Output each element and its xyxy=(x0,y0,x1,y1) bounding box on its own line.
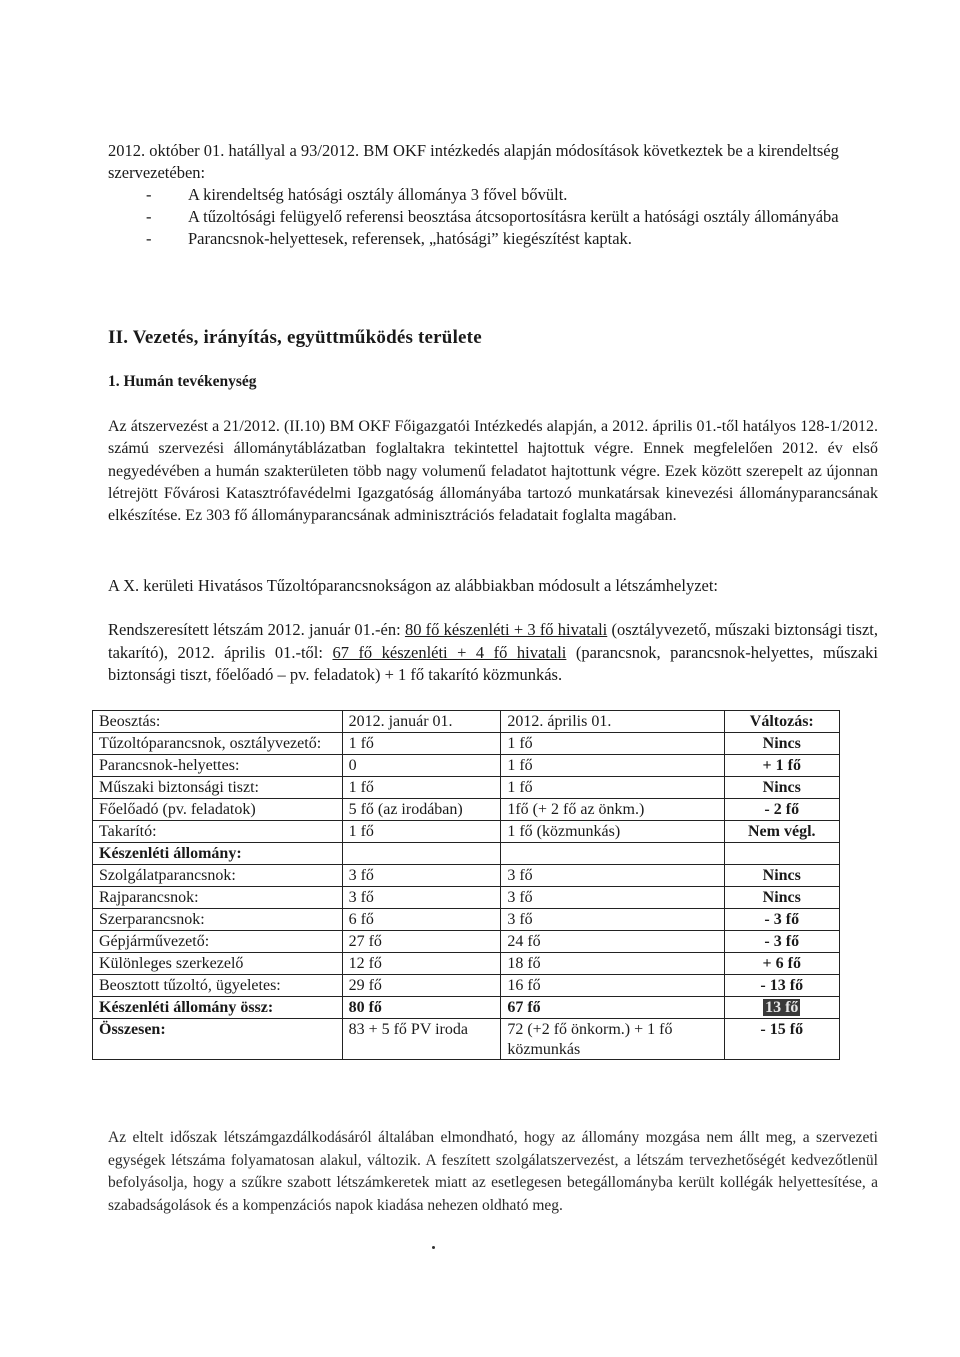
intro-section xyxy=(108,140,878,250)
header-cell: 2012. január 01. xyxy=(342,711,501,733)
table-row: Különleges szerkezelő 12 fő 18 fő + 6 fő xyxy=(93,953,840,975)
header-cell: 2012. április 01. xyxy=(501,711,724,733)
highlighted-value: 13 fő xyxy=(765,999,799,1016)
table-row: Gépjárművezető: 27 fő 24 fő - 3 fő xyxy=(93,931,840,953)
header-cell: Beosztás: xyxy=(93,711,343,733)
intro-line: 2012. október 01. hatállyal a 93/2012. BM OKF intézkedés alapján módosítások következtek be a kirendeltség szervezetében: xyxy=(108,141,839,182)
subsection-heading: 1. Humán tevékenység xyxy=(108,373,257,390)
paragraph-closing: Az eltelt időszak létszámgazdálkodásáról általában elmondható, hogy az állomány mozgása nem állt meg, a szervezeti egységek létszáma folyamatosan alakul, változik. A feszített szolgálatszervezést, a létszám tervezhetőségét kedvezőtlenül befolyásolja, hogy a szűkre szabott létszámkeretek miatt az esetlegesen betegállományba került kollégák helyettesítése, a szabadságolások és a kompenzációs napok kiadása nehezen oldható meg. xyxy=(108,1129,878,1214)
underlined-figure: 80 fő készenléti + 3 fő hivatali xyxy=(404,620,608,639)
list-item: - Parancsnok-helyettesek, referensek, „hatósági” kiegészítést kaptak. xyxy=(146,229,632,248)
staffing-table xyxy=(92,710,840,1060)
table-subtotal-row: Készenléti állomány össz: 80 fő 67 fő 13 fő xyxy=(93,997,840,1019)
table-row: Szerparancsnok: 6 fő 3 fő - 3 fő xyxy=(93,909,840,931)
dash-marker: - xyxy=(146,229,152,248)
table-row: Rajparancsnok: 3 fő 3 fő Nincs xyxy=(93,887,840,909)
list-item: - A tűzoltósági felügyelő referensi beosztása átcsoportosításra került a hatósági osztály állományába xyxy=(146,207,839,226)
dash-marker: - xyxy=(146,185,152,204)
scan-speck xyxy=(432,1246,435,1249)
table-section-row: Készenléti állomány: xyxy=(93,843,840,865)
section-heading: II. Vezetés, irányítás, együttműködés területe xyxy=(108,327,482,348)
header-cell: Változás: xyxy=(724,711,839,733)
table-row: Parancsnok-helyettes: 0 1 fő + 1 fő xyxy=(93,755,840,777)
paragraph-reorganization: Az átszervezést a 21/2012. (II.10) BM OKF Főigazgatói Intézkedés alapján, a 2012. április 01.-től hatályos 128-1/2012. számú szervezési állománytáblázatban foglaltakra tekintettel hajtottuk végre. Ennek megfelelően 2012. év első negyedévében a humán szakterületen több nagy volumenű feladatot hajtottunk végre. Ezek között szerepelt az újonnan létrejött Fővárosi Katasztrófavédelmi Igazgatóság állományába tartozó munkatársak kinevezési állományparancsának elkészítése. Ez 303 fő állományparancsának adminisztrációs feladatait foglalta magában. xyxy=(108,418,878,525)
table-row: Főelőadó (pv. feladatok) 5 fő (az irodában) 1fő (+ 2 fő az önkm.) - 2 fő xyxy=(93,799,840,821)
paragraph-headcount-intro: A X. kerületi Hivatásos Tűzoltóparancsnokságon az alábbiakban módosult a létszámhelyzet: xyxy=(108,576,719,595)
table-total-row: Összesen: 83 + 5 fő PV iroda 72 (+2 fő önkorm.) + 1 fő közmunkás - 15 fő xyxy=(93,1019,840,1060)
table-row: Beosztott tűzoltó, ügyeletes: 29 fő 16 fő - 13 fő xyxy=(93,975,840,997)
list-item: - A kirendeltség hatósági osztály állománya 3 fővel bővült. xyxy=(146,185,568,204)
underlined-figure: 67 fő készenléti + 4 fő hivatali xyxy=(332,642,567,662)
table-row: Tűzoltóparancsnok, osztályvezető: 1 fő 1 fő Nincs xyxy=(93,733,840,755)
change-list xyxy=(108,184,878,250)
table-row: Szolgálatparancsnok: 3 fő 3 fő Nincs xyxy=(93,865,840,887)
table-row: Műszaki biztonsági tiszt: 1 fő 1 fő Nincs xyxy=(93,777,840,799)
paragraph-headcount: Rendszeresített létszám 2012. január 01.-én: 80 fő készenléti + 3 fő hivatali (osztályvezető, műszaki biztonsági tiszt, takarító), 2012. április 01.-től: 67 fő készenléti + 4 fő hivatali (parancsnok, parancsnok-helyettes, műszaki biztonsági tiszt, főelőadó – pv. feladatok) + 1 fő takarító közmunkás. xyxy=(108,620,878,684)
dash-marker: - xyxy=(146,207,152,226)
table-row: Takarító: 1 fő 1 fő (közmunkás) Nem végl. xyxy=(93,821,840,843)
table-header-row xyxy=(93,711,840,733)
